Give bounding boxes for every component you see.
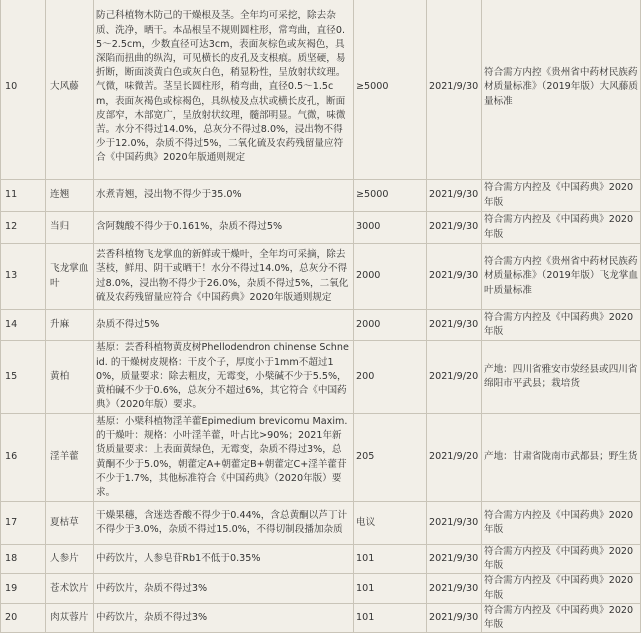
delivery-date: 2021/9/30 <box>427 244 482 310</box>
quality-standard: 中药饮片，杂质不得过3% <box>94 603 354 632</box>
quality-standard: 水煮青翘，浸出物不得少于35.0% <box>94 180 354 212</box>
table-row <box>1 414 641 502</box>
quantity: 101 <box>354 574 427 603</box>
quality-standard: 干燥果穗，含迷迭香酸不得少于0.44%，含总黄酮以芦丁计不得少于3.0%，杂质不得过15.0%，不得切制段播加杂质 <box>94 502 354 545</box>
quality-standard: 基原：芸香科植物黄皮树Phellodendron chinense Schneid. 的干燥树皮规格：干皮个子，厚度小于1mm不超过10%，质量要求：除去粗皮，无霉变，小檗碱不少于5.5%，黄柏碱不少于0.6%，总灰分不超过6%，其它符合《中国药典》（2020年版）要求。 <box>94 341 354 414</box>
delivery-date: 2021/9/30 <box>427 180 482 212</box>
quality-standard: 防己科植物木防己的干燥根及茎。全年均可采挖，除去杂质、洗净，晒干。本品根呈不规则圆柱形，常弯曲，直径0.5～2.5cm，少数直径可达3cm，表面灰棕色或灰褐色，具深陷而扭曲的纵沟，可见横长的皮孔及支根痕。质坚硬，易折断，断面淡黄白色或灰白色，稍显粉性，呈放射状纹理。气微，味微苦。茎呈长圆柱形，稍弯曲，直径0.5～1.5cm，表面灰褐色或棕褐色，具纵棱及点状或横长皮孔，断面皮部窄，木部宽广，呈放射状纹理，髓部明显。气微，味微苦。水分不得过14.0%，总灰分不得过8.0%，浸出物不得少于12.0%，杂质不得过5%，二氧化硫及农药残留量应符合《中国药典》2020年版通则规定 <box>94 0 354 180</box>
delivery-date: 2021/9/20 <box>427 341 482 414</box>
requirement: 符合需方内控及《中国药典》2020年版 <box>482 180 641 212</box>
quality-standard: 杂质不得过5% <box>94 310 354 341</box>
row-number: 13 <box>1 244 46 310</box>
quantity: 101 <box>354 603 427 632</box>
delivery-date: 2021/9/30 <box>427 212 482 244</box>
material-name: 夏枯草 <box>46 502 94 545</box>
delivery-date: 2021/9/20 <box>427 414 482 502</box>
delivery-date: 2021/9/30 <box>427 603 482 632</box>
requirement: 符合需方内控及《中国药典》2020年版 <box>482 310 641 341</box>
quantity: 205 <box>354 414 427 502</box>
requirement: 符合需方内控《贵州省中药材民族药材质量标准》（2019年版）大风藤质量标准 <box>482 0 641 180</box>
row-number: 12 <box>1 212 46 244</box>
quantity: 2000 <box>354 244 427 310</box>
quality-standard: 基原：小檗科植物淫羊藿Epimedium brevicomu Maxim. 的干燥叶：规格：小叶淫羊藿，叶占比>90%；2021年新货质量要求：上表面黄绿色，无霉变，杂质不得过3%，总黄酮不少于5.0%，朝藿定A+朝藿定B+朝藿定C+淫羊藿苷不少于1.7%，其他标准符合《中国药典》（2020年版）要求。 <box>94 414 354 502</box>
row-number: 15 <box>1 341 46 414</box>
material-name: 淫羊藿 <box>46 414 94 502</box>
quantity: ≥5000 <box>354 0 427 180</box>
quality-standard: 含阿魏酸不得少于0.161%，杂质不得过5% <box>94 212 354 244</box>
requirement: 产地：四川省雅安市荥经县或四川省绵阳市平武县；栽培货 <box>482 341 641 414</box>
requirement: 符合需方内控及《中国药典》2020年版 <box>482 502 641 545</box>
table-row <box>1 180 641 212</box>
row-number: 20 <box>1 603 46 632</box>
requirement: 符合需方内控及《中国药典》2020年版 <box>482 574 641 603</box>
table-row <box>1 545 641 574</box>
row-number: 18 <box>1 545 46 574</box>
material-name: 肉苁蓉片 <box>46 603 94 632</box>
table-row <box>1 212 641 244</box>
table-row <box>1 244 641 310</box>
material-name: 升麻 <box>46 310 94 341</box>
table-row <box>1 0 641 180</box>
table-row <box>1 574 641 603</box>
requirement: 符合需方内控及《中国药典》2020年版 <box>482 545 641 574</box>
delivery-date: 2021/9/30 <box>427 310 482 341</box>
requirement: 符合需方内控《贵州省中药材民族药材质量标准》（2019年版）飞龙掌血叶质量标准 <box>482 244 641 310</box>
material-name: 人参片 <box>46 545 94 574</box>
row-number: 17 <box>1 502 46 545</box>
delivery-date: 2021/9/30 <box>427 574 482 603</box>
table-row <box>1 341 641 414</box>
row-number: 10 <box>1 0 46 180</box>
requirement: 产地：甘肃省陇南市武都县；野生货 <box>482 414 641 502</box>
delivery-date: 2021/9/30 <box>427 545 482 574</box>
quantity: 3000 <box>354 212 427 244</box>
quality-standard: 中药饮片，杂质不得过3% <box>94 574 354 603</box>
table-row <box>1 603 641 632</box>
quantity: 200 <box>354 341 427 414</box>
delivery-date: 2021/9/30 <box>427 502 482 545</box>
material-name: 连翘 <box>46 180 94 212</box>
material-name: 当归 <box>46 212 94 244</box>
quantity: 电议 <box>354 502 427 545</box>
table-row <box>1 502 641 545</box>
material-name: 飞龙掌血叶 <box>46 244 94 310</box>
row-number: 16 <box>1 414 46 502</box>
requirement: 符合需方内控及《中国药典》2020年版 <box>482 212 641 244</box>
material-name: 苍术饮片 <box>46 574 94 603</box>
material-name: 黄柏 <box>46 341 94 414</box>
row-number: 14 <box>1 310 46 341</box>
quantity: 101 <box>354 545 427 574</box>
material-name: 大风藤 <box>46 0 94 180</box>
requirement: 符合需方内控及《中国药典》2020年版 <box>482 603 641 632</box>
delivery-date: 2021/9/30 <box>427 0 482 180</box>
quality-standard: 中药饮片，人参皂苷Rb1不低于0.35% <box>94 545 354 574</box>
table-row <box>1 310 641 341</box>
row-number: 19 <box>1 574 46 603</box>
quality-standard: 芸香科植物飞龙掌血的新鲜或干燥叶，全年均可采摘，除去茎枝，鲜用、阴干或晒干！水分不得过14.0%，总灰分不得过8.0%，浸出物不得少于26.0%，杂质不得过5%，二氧化硫及农药残留量应符合《中国药典》2020年版通则规定 <box>94 244 354 310</box>
row-number: 11 <box>1 180 46 212</box>
quantity: 2000 <box>354 310 427 341</box>
quantity: ≥5000 <box>354 180 427 212</box>
